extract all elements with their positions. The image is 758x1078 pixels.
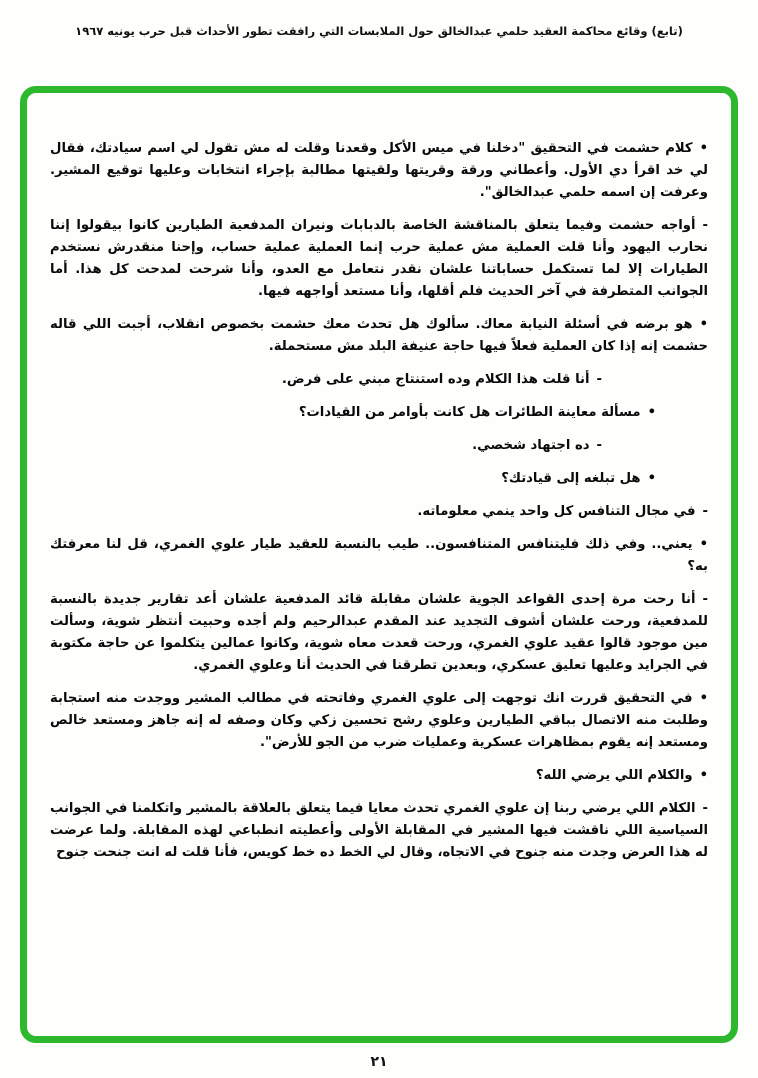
list-item-text: كلام حشمت في التحقيق "دخلنا في ميس الأكل وقعدنا وقلت له مش تقول لي اسم سيادتك، فقال لي خد اقرأ دي الأول. وأعطاني ورقة وقريتها ولقيتها مطالبة بإجراء انتخابات وعليها توقيع المشير. وعرفت إن اسمه حلمي عبدالخالق". — [50, 141, 708, 200]
list-item-text: ده اجتهاد شخصي. — [472, 438, 590, 453]
dash-marker: - — [702, 218, 708, 233]
list-item-text: يعني.. وفي ذلك فليتنافس المتنافسون.. طيب بالنسبة للعقيد طيار علوي الغمري، قل لنا معرفتك به؟ — [50, 537, 708, 574]
list-item — [50, 402, 708, 424]
list-item — [50, 468, 708, 490]
list-item — [50, 589, 708, 677]
list-item — [50, 138, 708, 204]
dash-marker: - — [702, 504, 708, 519]
bullet-marker: • — [699, 317, 708, 332]
list-item-text: الكلام اللي يرضي ربنا إن علوي الغمري تحدث معايا فيما يتعلق بالعلاقة بالمشير واتكلمنا في الجوانب السياسية اللي ناقشت فيها المشير في المقابلة الأولى وأعطيته انطباعي لهذه المقابلة. ولما عرضت له هذا العرض وجدت منه جنوح في الاتجاه، وقال لي الخط ده خط كويس، فأنا قلت له انت جنحت جنوح — [50, 801, 708, 860]
list-item — [50, 435, 708, 457]
bullet-marker: • — [699, 768, 708, 783]
list-item-text: أواجه حشمت وفيما يتعلق بالمناقشة الخاصة بالدبابات ونيران المدفعية الطيارين كانوا بيقولوا إننا نحارب اليهود وأنا قلت العملية مش عملية حرب إنما العملية عملية حساب، وإحنا منقدرش نستخدم الطيارات إلا لما تستكمل حساباتنا علشان نقدر نتعامل مع العدو، وأنا شرحت لمدحت كل هذا. أما الجوانب المتطرفة في آخر الحديث فلم أقلها، وأنا مستعد أواجهه فيها. — [50, 218, 708, 299]
bullet-marker: • — [647, 405, 656, 420]
list-item-text: هل تبلغه إلى قيادتك؟ — [501, 471, 641, 486]
dash-marker: - — [596, 372, 602, 387]
list-item-text: والكلام اللي يرضي الله؟ — [535, 768, 693, 783]
list-item — [50, 369, 708, 391]
dash-marker: - — [596, 438, 602, 453]
list-item-text: هو برضه في أسئلة النيابة معاك. سألوك هل تحدث معك حشمت بخصوص انقلاب، أجبت اللي قاله حشمت إنه إذا كان العملية فعلاً فيها حاجة عنيفة البلد مش مستحملة. — [50, 317, 708, 354]
page-header: (تابع) وقائع محاكمة العقيد حلمي عبدالخالق حول الملابسات التي رافقت تطور الأحداث قبل حرب يونيه ١٩٦٧ — [75, 24, 683, 38]
bullet-marker: • — [699, 141, 708, 156]
page-number: ٢١ — [370, 1054, 388, 1070]
list-item-text: مسألة معاينة الطائرات هل كانت بأوامر من القيادات؟ — [298, 405, 641, 420]
bullet-marker: • — [699, 537, 708, 552]
list-item — [50, 534, 708, 578]
dash-marker: - — [702, 801, 708, 816]
list-item — [50, 798, 708, 864]
list-item-text: في مجال التنافس كل واحد ينمي معلوماته. — [417, 504, 696, 519]
bullet-marker: • — [647, 471, 656, 486]
list-item-text: أنا قلت هذا الكلام وده استنتاج مبني على فرض. — [281, 372, 590, 387]
list-item — [50, 314, 708, 358]
list-item-text: في التحقيق قررت انك توجهت إلى علوي الغمري وفاتحته في مطالب المشير ووجدت منه استجابة وطلبت منه الاتصال بباقي الطيارين وعلوي رشح تحسين زكي وكان وصفه له إنه جاهز ومستعد خالص ومستعد إنه يقوم بمظاهرات عسكرية وعمليات ضرب من الجو للأرض". — [50, 691, 708, 750]
document-body — [50, 138, 708, 875]
list-item-text: أنا رحت مرة إحدى القواعد الجوية علشان مقابلة قائد المدفعية علشان أعد تقارير جديدة بالنسبة للمدفعية، ورحت علشان أشوف التجديد عند المقدم عبدالرحيم ولم أجده وحبيت أنتظر شوية، وسألت مين موجود قالوا عقيد علوي الغمري، ورحت قعدت معاه شوية، وكانوا عمالين يتكلموا عن حاجة مكتوبة في الجرايد وعليها تعليق عسكري، وبعدين تطرقنا في الحديث أنا وعلوي الغمري. — [50, 592, 708, 673]
list-item — [50, 765, 708, 787]
list-item — [50, 215, 708, 303]
bullet-marker: • — [699, 691, 708, 706]
dash-marker: - — [702, 592, 708, 607]
list-item — [50, 688, 708, 754]
list-item — [50, 501, 708, 523]
